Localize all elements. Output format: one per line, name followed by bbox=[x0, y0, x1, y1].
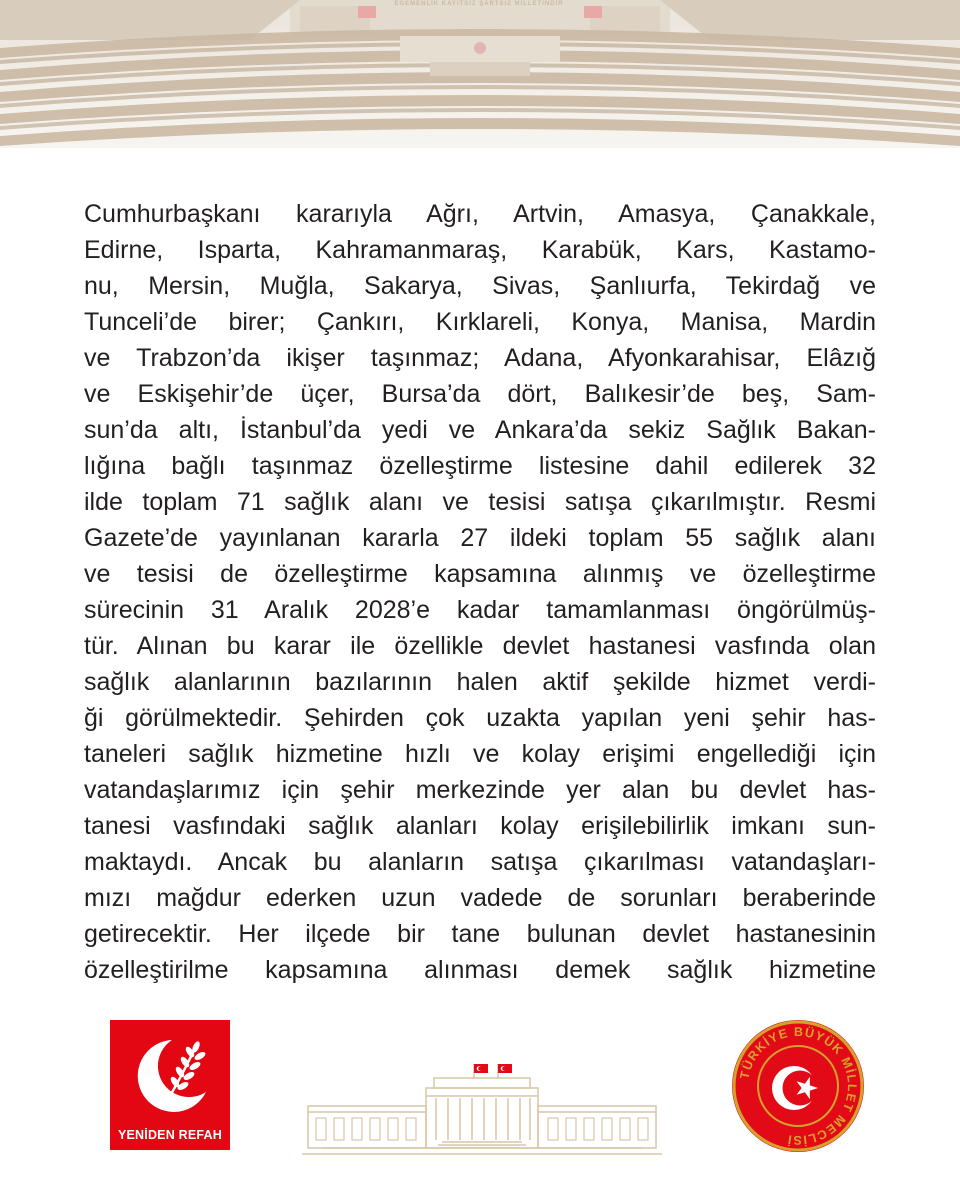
article-line: ği görülmektedir. Şehirden çok uzakta yapılan yeni şehir has- bbox=[84, 704, 876, 732]
article-line: lığına bağlı taşınmaz özelleştirme listesine dahil edilerek 32 bbox=[84, 452, 876, 480]
article-line: ilde toplam 71 sağlık alanı ve tesisi satışa çıkarılmıştır. Resmi bbox=[84, 488, 876, 516]
parliament-hall-banner bbox=[0, 0, 960, 148]
parliament-building-icon bbox=[302, 1062, 662, 1158]
article-line: sağlık alanlarının bazılarının halen aktif şekilde hizmet verdi- bbox=[84, 668, 876, 696]
article-line: ve Eskişehir’de üçer, Bursa’da dört, Balıkesir’de beş, Sam- bbox=[84, 380, 876, 408]
article-line: Edirne, Isparta, Kahramanmaraş, Karabük, Kars, Kastamo- bbox=[84, 236, 876, 264]
article-line: Cumhurbaşkanı kararıyla Ağrı, Artvin, Amasya, Çanakkale, bbox=[84, 200, 876, 228]
banner-caption: EGEMENLİK KAYITSIZ ŞARTSIZ MİLLETİNDİR bbox=[394, 1, 564, 7]
svg-text:TÜRKİYE BÜYÜK MİLLET MECLİSİ: TÜRKİYE BÜYÜK MİLLET MECLİSİ bbox=[737, 1024, 860, 1148]
article-line: tür. Alınan bu karar ile özellikle devlet hastanesi vasfında olan bbox=[84, 632, 876, 660]
crescent-wheat-icon bbox=[110, 1020, 230, 1130]
article-line: Gazete’de yayınlanan kararla 27 ildeki toplam 55 sağlık alanı bbox=[84, 524, 876, 552]
article-line: vatandaşlarımız için şehir merkezinde yer alan bu devlet has- bbox=[84, 776, 876, 804]
article-line: ve tesisi de özelleştirme kapsamına alınmış ve özelleştirme bbox=[84, 560, 876, 588]
parliament-hall-illustration bbox=[0, 0, 960, 148]
article-line: maktaydı. Ancak bu alanların satışa çıkarılması vatandaşları- bbox=[84, 848, 876, 876]
article-line: Tunceli’de birer; Çankırı, Kırklareli, Konya, Manisa, Mardin bbox=[84, 308, 876, 336]
article-line: özelleştirilme kapsamına alınması demek sağlık hizmetine bbox=[84, 956, 876, 984]
article-line: ve Trabzon’da ikişer taşınmaz; Adana, Afyonkarahisar, Elâzığ bbox=[84, 344, 876, 372]
article-line: getirecektir. Her ilçede bir tane bulunan devlet hastanesinin bbox=[84, 920, 876, 948]
tbmm-seal-icon bbox=[730, 1018, 866, 1154]
article-line: mızı mağdur ederken uzun vadede de sorunları beraberinde bbox=[84, 884, 876, 912]
turkish-flag-icon bbox=[474, 1064, 512, 1078]
article-line: sun’da altı, İstanbul’da yedi ve Ankara’da sekiz Sağlık Bakan- bbox=[84, 416, 876, 444]
article-line: tanesi vasfındaki sağlık alanları kolay erişilebilirlik imkanı sun- bbox=[84, 812, 876, 840]
article-line: sürecinin 31 Aralık 2028’e kadar tamamlanması öngörülmüş- bbox=[84, 596, 876, 624]
party-name: YENİDEN REFAH bbox=[117, 1128, 222, 1142]
article-line: taneleri sağlık hizmetine hızlı ve kolay erişimi engellediği için bbox=[84, 740, 876, 768]
yeniden-refah-logo bbox=[110, 1020, 230, 1150]
article-line: nu, Mersin, Muğla, Sakarya, Sivas, Şanlıurfa, Tekirdağ ve bbox=[84, 272, 876, 300]
article-body bbox=[84, 196, 876, 988]
